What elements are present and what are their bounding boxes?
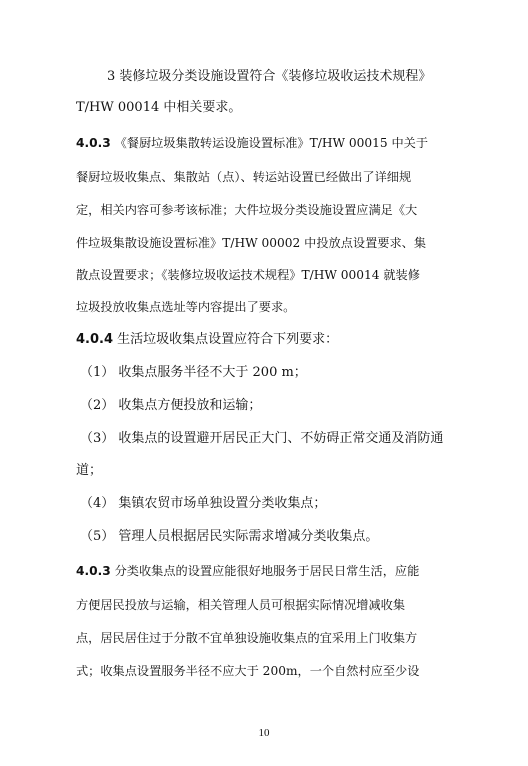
line-text: 餐厨垃圾收集点、集散站（点）、转运站设置已经做出了详细规 [76,170,412,184]
line-text: 方便居民投放与运输，相关管理人员可根据实际情况增减收集 [76,598,406,612]
clause-number: 4.0.3 [76,136,111,150]
list-item [80,495,326,513]
list-item [80,397,261,415]
clause-number: 4.0.3 [76,564,111,578]
line-text: （1） 收集点服务半径不大于 200 m； [80,365,307,380]
text-line [76,201,417,219]
line-text: （4） 集镇农贸市场单独设置分类收集点； [80,496,327,511]
text-line [76,234,426,252]
line-text: 3 装修垃圾分类设施设置符合《装修垃圾收运技术规程》 [107,69,432,84]
text-line [76,168,411,186]
text-line [76,298,295,316]
line-text: T/HW 00014 中相关要求。 [76,100,242,115]
text-line [76,331,338,349]
text-line [107,68,431,86]
line-text: （2） 收集点方便投放和运输； [80,398,262,413]
page-number: 10 [258,727,270,739]
text-line [76,562,419,580]
line-text: 分类收集点的设置应能很好地服务于居民日常生活，应能 [114,564,420,578]
text-line [76,266,420,284]
line-text: 《餐厨垃圾集散转运设施设置标准》T/HW 00015 中关于 [114,136,429,150]
line-text: 定，相关内容可参考该标准；大件垃圾分类设施设置应满足《大 [76,203,418,217]
line-text: 散点设置要求；《装修垃圾收运技术规程》T/HW 00014 就装修 [76,268,420,282]
text-line [76,99,241,117]
list-item [80,430,443,448]
line-text: 式；收集点设置服务半径不应大于 200m，一个自然村应至少设 [76,664,420,678]
text-line [76,662,419,680]
text-line [76,596,405,614]
clause-number: 4.0.4 [76,332,114,347]
list-item [80,528,378,546]
line-text: 件垃圾集散设施设置标准》T/HW 00002 中投放点设置要求、集 [76,236,427,250]
line-text: 垃圾投放收集点选址等内容提出了要求。 [76,300,296,314]
list-item [80,364,307,382]
text-line [76,134,428,152]
text-line [76,462,102,480]
line-text: 生活垃圾收集点设置应符合下列要求： [117,332,339,347]
line-text: （5） 管理人员根据居民实际需求增减分类收集点。 [80,529,379,544]
line-text: 道； [76,463,103,478]
line-text: 点，居民居住过于分散不宜单独设施收集点的宜采用上门收集方 [76,631,418,645]
text-line [76,629,417,647]
line-text: （3） 收集点的设置避开居民正大门、不妨碍正常交通及消防通 [80,431,444,446]
